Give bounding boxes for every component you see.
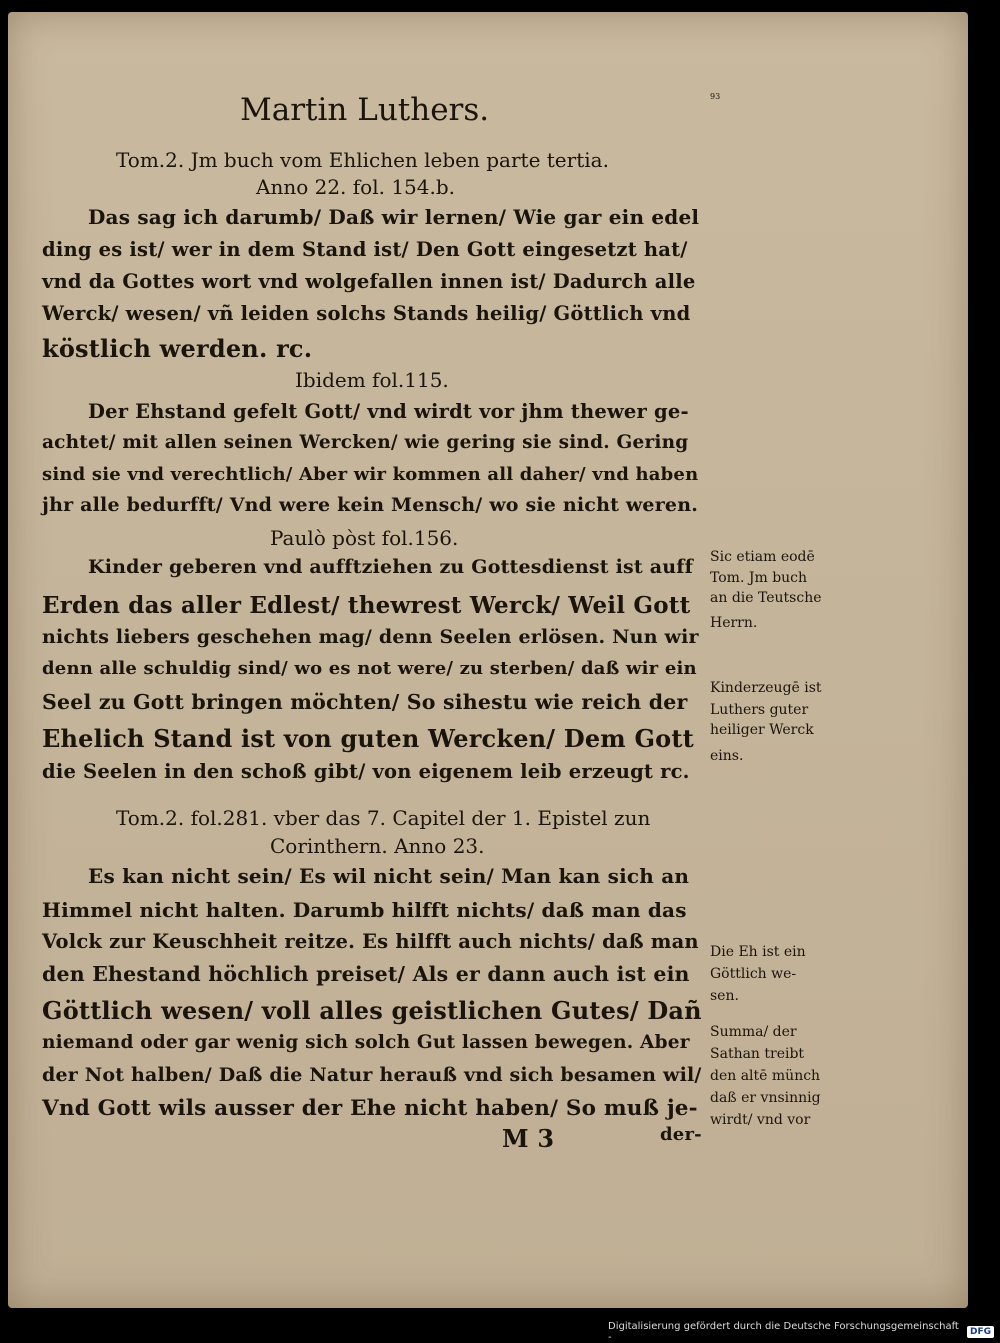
text-line: die Seelen in den schoß gibt/ von eigenem leib erzeugt rc. [42,760,690,783]
margin-note-line: Herrn. [710,615,758,631]
text-line: den Ehestand höchlich preiset/ Als er dann auch ist ein [42,962,690,986]
section-heading: Tom.2. Jm buch vom Ehlichen leben parte tertia. [116,148,609,172]
text-line: Erden das aller Edlest/ thewrest Werck/ Weil Gott [42,592,691,619]
text-line: sind sie vnd verechtlich/ Aber wir kommen all daher/ vnd haben [42,464,699,485]
margin-note-line: eins. [710,748,744,764]
text-line: Himmel nicht halten. Darumb hilfft nichts/ daß man das [42,898,687,922]
margin-note-line: sen. [710,988,739,1004]
text-line: niemand oder gar wenig sich solch Gut lassen bewegen. Aber [42,1032,690,1053]
text-line: der Not halben/ Daß die Natur herauß vnd sich besamen wil/ [42,1064,702,1086]
text-line: Volck zur Keuschheit reitze. Es hilfft auch nichts/ daß man [42,930,699,953]
text-line: Das sag ich darumb/ Daß wir lernen/ Wie gar ein edel [88,205,700,229]
footer-credit: Digitalisierung gefördert durch die Deutsche Forschungsgemeinschaft - [608,1320,959,1343]
text-line: nichts liebers geschehen mag/ denn Seelen erlösen. Nun wir [42,626,699,648]
text-line: Kinder geberen vnd aufftziehen zu Gottesdienst ist auff [88,556,693,578]
margin-note-line: daß er vnsinnig [710,1090,821,1106]
text-line: vnd da Gottes wort vnd wolgefallen innen ist/ Dadurch alle [42,270,696,293]
margin-note-line: den altē münch [710,1068,821,1084]
book-page [8,12,968,1308]
running-title: Martin Luthers. [240,92,490,128]
section-subheading: Anno 22. fol. 154.b. [256,175,456,199]
margin-note-line: Tom. Jm buch [710,570,808,586]
margin-note-line: an die Teutsche [710,590,822,606]
margin-note-line: Kinderzeugē ist [710,680,822,696]
margin-note-line: Summa/ der [710,1024,797,1040]
section-heading: Paulò pòst fol.156. [270,526,459,550]
section-heading: Ibidem fol.115. [295,368,449,392]
text-line: Der Ehstand gefelt Gott/ vnd wirdt vor jhm thewer ge- [88,400,689,423]
text-line: Werck/ wesen/ vñ leiden solchs Stands heilig/ Göttlich vnd [42,302,691,325]
catchword: der- [660,1124,702,1145]
text-line: Seel zu Gott bringen möchten/ So sihestu wie reich der [42,690,688,714]
footer-bar [608,1322,1000,1341]
text-line: Es kan nicht sein/ Es wil nicht sein/ Man kan sich an [88,864,690,888]
margin-note-line: Göttlich we- [710,966,797,982]
text-line: denn alle schuldig sind/ wo es not were/ zu sterben/ daß wir ein [42,658,697,679]
section-heading: Tom.2. fol.281. vber das 7. Capitel der 1. Epistel zun [116,806,651,830]
text-line: köstlich werden. rc. [42,334,313,363]
margin-note-line: heiliger Werck [710,722,814,738]
text-line: achtet/ mit allen seinen Wercken/ wie gering sie sind. Gering [42,432,689,453]
text-line: Ehelich Stand ist von guten Wercken/ Dem Gott [42,724,694,753]
signature-mark: M 3 [502,1124,555,1153]
text-line: Vnd Gott wils ausser der Ehe nicht haben/ So muß je- [42,1096,698,1121]
margin-note-line: Sathan treibt [710,1046,805,1062]
margin-note-line: Luthers guter [710,702,809,718]
page-number: 93 [710,92,721,101]
dfg-logo-icon: DFG [967,1326,994,1338]
text-line: ding es ist/ wer in dem Stand ist/ Den Gott eingesetzt hat/ [42,238,688,261]
section-subheading: Corinthern. Anno 23. [270,834,485,858]
text-line: jhr alle bedurfft/ Vnd were kein Mensch/ wo sie nicht weren. [42,494,699,516]
margin-note-line: Die Eh ist ein [710,944,806,960]
margin-note-line: wirdt/ vnd vor [710,1112,811,1128]
margin-note-line: Sic etiam eodē [710,549,815,565]
text-line: Göttlich wesen/ voll alles geistlichen Gutes/ Dañ [42,996,702,1025]
